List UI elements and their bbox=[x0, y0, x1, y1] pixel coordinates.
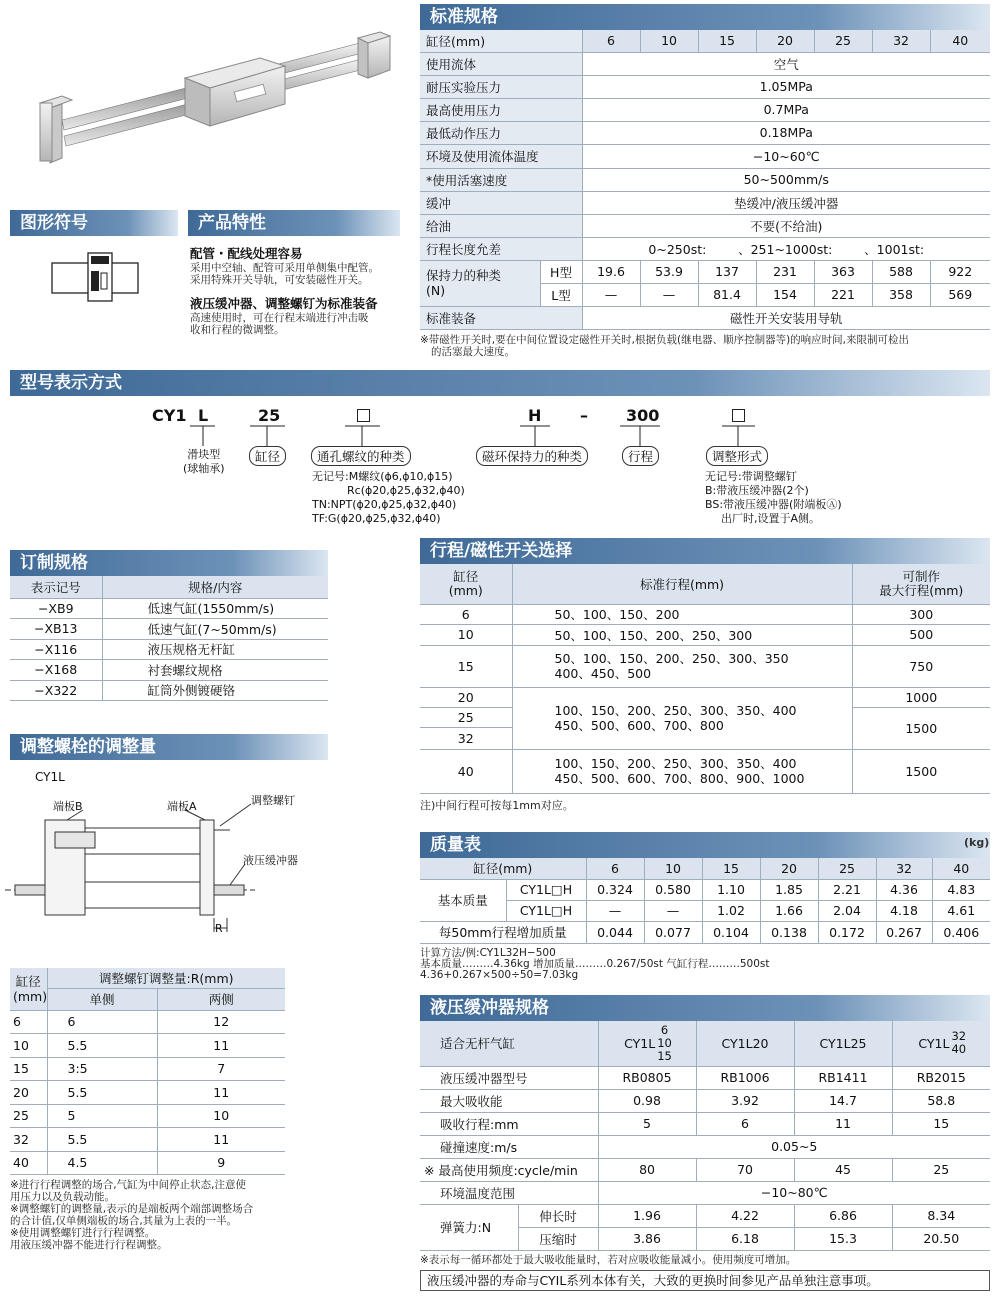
diagram-shock-absorber: 液压缓冲器 bbox=[243, 854, 298, 867]
mass-bore: 15 bbox=[702, 858, 760, 879]
stroke-max: 750 bbox=[852, 645, 990, 687]
label-port: 通孔螺纹的种类 bbox=[311, 446, 411, 466]
mass-add-label: 每50mm行程增加质量 bbox=[420, 921, 586, 943]
diagram-end-a: 端板A bbox=[167, 800, 197, 813]
adjust-bore: 25 bbox=[10, 1104, 47, 1128]
absorber-speed-label: 碰撞速度:m/s bbox=[420, 1135, 598, 1158]
absorber-value: RB1411 bbox=[794, 1066, 892, 1089]
stroke-bore: 6 bbox=[420, 604, 512, 624]
spec-label: 耐压实验压力 bbox=[420, 75, 582, 98]
absorber-freq: 80 bbox=[598, 1158, 696, 1181]
std-spec-header: 标准规格 bbox=[420, 4, 990, 30]
code-series: CY1 bbox=[152, 406, 187, 425]
feature-text: 采用特殊开关导轨，可安装磁性开关。 bbox=[190, 274, 369, 286]
custom-desc: 缸筒外侧镀硬铬 bbox=[102, 680, 328, 701]
absorber-value: RB2015 bbox=[892, 1066, 990, 1089]
diagram-adjust-screw: 调整螺钉 bbox=[251, 794, 295, 807]
absorber-value: 58.8 bbox=[892, 1089, 990, 1112]
mass-add-value: 0.172 bbox=[818, 921, 876, 943]
adjust-col-single: 单侧 bbox=[47, 988, 157, 1010]
custom-code: −X322 bbox=[10, 680, 102, 701]
port-options: 无记号:M螺纹(ϕ6,ϕ10,ϕ15) Rc(ϕ20,ϕ25,ϕ32,ϕ40) TN:NPT(ϕ20,ϕ25,ϕ32,ϕ40) TF:G(ϕ20,ϕ25,ϕ32,ϕ40) bbox=[312, 470, 465, 525]
mass-model: CY1L□H bbox=[506, 879, 586, 900]
absorber-fit-label: 适合无杆气缸 bbox=[420, 1021, 598, 1066]
mass-add-value: 0.267 bbox=[876, 921, 932, 943]
absorber-freq-label: ※ 最高使用频度:cycle/min bbox=[420, 1158, 598, 1181]
hold-type-l: L型 bbox=[540, 283, 582, 306]
stroke-max: 1500 bbox=[852, 707, 990, 749]
adjust-col-both: 两侧 bbox=[157, 988, 285, 1010]
feature-title: 液压缓冲器、调整螺钉为标准装备 bbox=[190, 296, 378, 311]
stroke-std: 50、100、150、200、250、300 bbox=[512, 624, 852, 645]
hold-value: 588 bbox=[872, 260, 930, 283]
mass-add-value: 0.406 bbox=[932, 921, 990, 943]
spec-value: 0~250st: 、251~1000st: 、1001st: bbox=[582, 237, 990, 260]
code-magnet: H bbox=[528, 406, 542, 425]
spec-value: 50~500mm/s bbox=[582, 168, 990, 191]
custom-desc: 低速气缸(1550mm/s) bbox=[102, 598, 328, 619]
stroke-col-max: 可制作 最大行程(mm) bbox=[852, 564, 990, 604]
adjust-both: 11 bbox=[157, 1128, 285, 1152]
adjust-both: 12 bbox=[157, 1010, 285, 1034]
absorber-footer: 液压缓冲器的寿命与CYIL系列本体有关，大致的更换时间参见产品单独注意事项。 bbox=[420, 1270, 990, 1291]
absorber-model-small: CY1L 6 10 15 bbox=[598, 1021, 696, 1066]
std-spec-note: ※带磁性开关时,要在中间位置设定磁性开关时,根据负载(继电器、顺序控制器等)的响应时间,来限制可检出 的活塞最大速度。 bbox=[420, 333, 910, 358]
mass-add-value: 0.138 bbox=[760, 921, 818, 943]
mass-value: 1.66 bbox=[760, 900, 818, 921]
adjust-both: 11 bbox=[157, 1034, 285, 1058]
mass-value: 4.83 bbox=[932, 879, 990, 900]
stroke-bore: 32 bbox=[420, 727, 512, 749]
bore-40: 40 bbox=[930, 30, 990, 52]
mass-value: 1.10 bbox=[702, 879, 760, 900]
stroke-bore: 40 bbox=[420, 749, 512, 793]
diagram-end-b: 端板B bbox=[53, 800, 83, 813]
bore-label: 缸径(mm) bbox=[420, 30, 582, 52]
absorber-temp: −10~80℃ bbox=[598, 1181, 990, 1204]
spec-value: 0.7MPa bbox=[582, 98, 990, 121]
mass-model: CY1L□H bbox=[506, 900, 586, 921]
hold-value: 231 bbox=[756, 260, 814, 283]
absorber-header: 液压缓冲器规格 bbox=[420, 995, 990, 1021]
model-code bbox=[0, 398, 1000, 533]
std-spec-table bbox=[420, 30, 990, 358]
bore-25: 25 bbox=[814, 30, 872, 52]
product-image bbox=[20, 8, 400, 178]
adjust-diagram bbox=[5, 790, 325, 940]
absorber-compress: 3.86 bbox=[598, 1227, 696, 1250]
custom-code: −X116 bbox=[10, 639, 102, 660]
hold-value: 19.6 bbox=[582, 260, 640, 283]
absorber-freq: 45 bbox=[794, 1158, 892, 1181]
pneumatic-symbol bbox=[50, 245, 140, 305]
hold-value: — bbox=[640, 283, 698, 306]
adjust-bore: 20 bbox=[10, 1081, 47, 1105]
stroke-std: 100、150、200、250、300、350、400 450、500、600、700、800 bbox=[512, 687, 852, 749]
spec-label: 给油 bbox=[420, 214, 582, 237]
adjust-notes: ※进行行程调整的场合,气缸为中间停止状态,注意使 用压力以及负载动能。 ※调整螺钉的调整量,表示的是端板两个端部调整场合 的合计值,仅单侧端板的场合,其量为上表的一半。 ※使用调整螺钉进行行程调整。 用液压缓冲器不能进行行程调整。 bbox=[10, 1179, 254, 1251]
stroke-max: 300 bbox=[852, 604, 990, 624]
feature-text: 高速使用时，可在行程末端进行冲击吸 bbox=[190, 312, 369, 324]
label-adjust: 调整形式 bbox=[706, 446, 768, 466]
stroke-max: 500 bbox=[852, 624, 990, 645]
stroke-col-bore: 缸径 (mm) bbox=[420, 564, 512, 604]
hold-value: 358 bbox=[872, 283, 930, 306]
mass-bore: 10 bbox=[644, 858, 702, 879]
absorber-extend: 6.86 bbox=[794, 1204, 892, 1227]
mass-calc: 计算方法/例:CY1L32H−500 基本质量………4.36kg 增加质量………0.267/50st 气缸行程………500st 4.36+0.267×500÷50=7.03kg bbox=[420, 946, 770, 981]
spec-label: *使用活塞速度 bbox=[420, 168, 582, 191]
spec-label: 缓冲 bbox=[420, 191, 582, 214]
bore-10: 10 bbox=[640, 30, 698, 52]
spec-label: 最低动作压力 bbox=[420, 121, 582, 144]
absorber-model: CY1L25 bbox=[794, 1021, 892, 1066]
adjust-single: 3:5 bbox=[47, 1057, 157, 1081]
absorber-value: RB0805 bbox=[598, 1066, 696, 1089]
stroke-col-std: 标准行程(mm) bbox=[512, 564, 852, 604]
stroke-std: 100、150、200、250、300、350、400 450、500、600、700、800、900、1000 bbox=[512, 749, 852, 793]
absorber-value: 0.98 bbox=[598, 1089, 696, 1112]
spec-value: 不要(不给油) bbox=[582, 214, 990, 237]
mass-bore: 6 bbox=[586, 858, 644, 879]
adjust-bore: 6 bbox=[10, 1010, 47, 1034]
custom-code: −XB13 bbox=[10, 619, 102, 640]
absorber-compress: 15.3 bbox=[794, 1227, 892, 1250]
adjust-single: 5.5 bbox=[47, 1128, 157, 1152]
custom-col-code: 表示记号 bbox=[10, 576, 102, 598]
hold-value: 81.4 bbox=[698, 283, 756, 306]
adjust-col-bore: 缸径 (mm) bbox=[10, 968, 47, 1010]
adjust-bore: 10 bbox=[10, 1034, 47, 1058]
mass-header: 质量表 bbox=[420, 832, 990, 858]
std-equip-label: 标准装备 bbox=[420, 306, 582, 329]
mass-bore: 20 bbox=[760, 858, 818, 879]
custom-col-content: 规格/内容 bbox=[102, 576, 328, 598]
stroke-header: 行程/磁性开关选择 bbox=[420, 538, 990, 564]
adjust-bore: 32 bbox=[10, 1128, 47, 1152]
absorber-value: 5 bbox=[598, 1112, 696, 1135]
spec-label: 环境及使用流体温度 bbox=[420, 144, 582, 168]
absorber-model-large: CY1L 32 40 bbox=[892, 1021, 990, 1066]
custom-desc: 低速气缸(7~50mm/s) bbox=[102, 619, 328, 640]
mass-value: 1.02 bbox=[702, 900, 760, 921]
spec-label: 行程长度允差 bbox=[420, 237, 582, 260]
mass-bore: 40 bbox=[932, 858, 990, 879]
mass-add-value: 0.044 bbox=[586, 921, 644, 943]
feature-text: 采用中空轴、配管可采用单侧集中配管。 bbox=[190, 262, 379, 274]
stroke-std: 50、100、150、200 bbox=[512, 604, 852, 624]
spec-value: 0.18MPa bbox=[582, 121, 990, 144]
mass-value: 2.04 bbox=[818, 900, 876, 921]
absorber-row-label: 吸收行程:mm bbox=[420, 1112, 598, 1135]
custom-code: −X168 bbox=[10, 660, 102, 681]
hold-value: 137 bbox=[698, 260, 756, 283]
custom-table bbox=[10, 576, 328, 701]
absorber-value: 6 bbox=[696, 1112, 794, 1135]
label-stroke: 行程 bbox=[622, 446, 659, 466]
adjust-both: 7 bbox=[157, 1057, 285, 1081]
absorber-compress: 20.50 bbox=[892, 1227, 990, 1250]
custom-code: −XB9 bbox=[10, 598, 102, 619]
absorber-compress: 6.18 bbox=[696, 1227, 794, 1250]
absorber-compress-label: 压缩时 bbox=[518, 1227, 598, 1250]
bore-6: 6 bbox=[582, 30, 640, 52]
spec-label: 最高使用压力 bbox=[420, 98, 582, 121]
hold-label: 保持力的种类 (N) bbox=[420, 260, 540, 306]
hold-value: 569 bbox=[930, 283, 990, 306]
hold-value: 363 bbox=[814, 260, 872, 283]
absorber-row-label: 液压缓冲器型号 bbox=[420, 1066, 598, 1089]
custom-desc: 液压规格无杆缸 bbox=[102, 639, 328, 660]
absorber-value: 15 bbox=[892, 1112, 990, 1135]
stroke-std: 50、100、150、200、250、300、350 400、450、500 bbox=[512, 645, 852, 687]
adjust-model: CY1L bbox=[35, 770, 65, 784]
absorber-extend: 8.34 bbox=[892, 1204, 990, 1227]
features-header: 产品特性 bbox=[188, 210, 400, 236]
adjust-table bbox=[10, 968, 285, 1251]
symbol-header: 图形符号 bbox=[10, 210, 178, 236]
adjust-options: 无记号:带调整螺钉 B:带液压缓冲器(2个) BS:带液压缓冲器(附端板Ⓐ) 出厂时,设置于A侧。 bbox=[705, 470, 842, 525]
absorber-value: 11 bbox=[794, 1112, 892, 1135]
code-type: L bbox=[198, 406, 209, 425]
mass-value: 4.61 bbox=[932, 900, 990, 921]
hold-value: — bbox=[582, 283, 640, 306]
mass-table bbox=[420, 858, 990, 981]
stroke-bore: 20 bbox=[420, 687, 512, 707]
bore-15: 15 bbox=[698, 30, 756, 52]
absorber-value: 3.92 bbox=[696, 1089, 794, 1112]
absorber-note: ※表示每一循环都处于最大吸收能量时，若对应吸收能量减小。使用频度可增加。 bbox=[420, 1253, 797, 1266]
adjust-single: 6 bbox=[47, 1010, 157, 1034]
spec-value: 垫缓冲/液压缓冲器 bbox=[582, 191, 990, 214]
spec-value: 空气 bbox=[582, 52, 990, 75]
label-bore: 缸径 bbox=[249, 446, 286, 466]
stroke-note: 注)中间行程可按每1mm对应。 bbox=[420, 798, 574, 812]
absorber-extend: 1.96 bbox=[598, 1204, 696, 1227]
stroke-bore: 15 bbox=[420, 645, 512, 687]
mass-bore: 25 bbox=[818, 858, 876, 879]
hold-value: 53.9 bbox=[640, 260, 698, 283]
label-magnet: 磁环保持力的种类 bbox=[476, 446, 588, 466]
adjust-both: 9 bbox=[157, 1151, 285, 1175]
absorber-freq: 25 bbox=[892, 1158, 990, 1181]
spec-value: −10~60℃ bbox=[582, 144, 990, 168]
adjust-both: 10 bbox=[157, 1104, 285, 1128]
mass-base-label: 基本质量 bbox=[420, 879, 506, 921]
mass-value: 0.324 bbox=[586, 879, 644, 900]
bore-20: 20 bbox=[756, 30, 814, 52]
stroke-bore: 25 bbox=[420, 707, 512, 727]
absorber-freq: 70 bbox=[696, 1158, 794, 1181]
adjust-single: 5.5 bbox=[47, 1081, 157, 1105]
absorber-speed: 0.05~5 bbox=[598, 1135, 990, 1158]
std-equip-value: 磁性开关安装用导轨 bbox=[582, 306, 990, 329]
mass-bore: 32 bbox=[876, 858, 932, 879]
adjust-bore: 15 bbox=[10, 1057, 47, 1081]
custom-desc: 衬套螺纹规格 bbox=[102, 660, 328, 681]
code-dash: – bbox=[580, 406, 588, 425]
absorber-spring-label: 弹簧力:N bbox=[420, 1204, 518, 1250]
hold-value: 154 bbox=[756, 283, 814, 306]
absorber-row-label: 最大吸收能 bbox=[420, 1089, 598, 1112]
absorber-value: 14.7 bbox=[794, 1089, 892, 1112]
stroke-max: 1500 bbox=[852, 749, 990, 793]
diagram-r-label: R bbox=[215, 922, 223, 935]
mass-bore-label: 缸径(mm) bbox=[420, 858, 586, 879]
absorber-extend-label: 伸长时 bbox=[518, 1204, 598, 1227]
mass-value: 2.21 bbox=[818, 879, 876, 900]
absorber-extend: 4.22 bbox=[696, 1204, 794, 1227]
code-bore: 25 bbox=[258, 406, 281, 425]
features-list bbox=[190, 246, 405, 336]
mass-add-value: 0.104 bbox=[702, 921, 760, 943]
feature-text: 收和行程的微调整。 bbox=[190, 324, 285, 336]
model-header: 型号表示方式 bbox=[10, 370, 990, 396]
adjust-col-main: 调整螺钉调整量:R(mm) bbox=[47, 968, 285, 988]
label-slide: 滑块型 (球轴承) bbox=[183, 448, 225, 475]
mass-value: 0.580 bbox=[644, 879, 702, 900]
spec-value: 1.05MPa bbox=[582, 75, 990, 98]
hold-value: 221 bbox=[814, 283, 872, 306]
mass-add-value: 0.077 bbox=[644, 921, 702, 943]
spec-label: 使用流体 bbox=[420, 52, 582, 75]
adjust-single: 5.5 bbox=[47, 1034, 157, 1058]
absorber-temp-label: 环境温度范围 bbox=[420, 1181, 598, 1204]
adjust-header: 调整螺栓的调整量 bbox=[10, 734, 328, 760]
mass-value: 1.85 bbox=[760, 879, 818, 900]
stroke-table bbox=[420, 564, 990, 812]
adjust-single: 4.5 bbox=[47, 1151, 157, 1175]
adjust-single: 5 bbox=[47, 1104, 157, 1128]
hold-type-h: H型 bbox=[540, 260, 582, 283]
absorber-model: CY1L20 bbox=[696, 1021, 794, 1066]
stroke-max: 1000 bbox=[852, 687, 990, 707]
mass-value: 4.18 bbox=[876, 900, 932, 921]
adjust-both: 11 bbox=[157, 1081, 285, 1105]
adjust-bore: 40 bbox=[10, 1151, 47, 1175]
feature-title: 配管・配线处理容易 bbox=[190, 246, 303, 261]
mass-value: 4.36 bbox=[876, 879, 932, 900]
mass-unit: (kg) bbox=[964, 836, 990, 849]
absorber-value: RB1006 bbox=[696, 1066, 794, 1089]
hold-value: 922 bbox=[930, 260, 990, 283]
custom-header: 订制规格 bbox=[10, 550, 328, 576]
mass-value: — bbox=[586, 900, 644, 921]
stroke-bore: 10 bbox=[420, 624, 512, 645]
bore-32: 32 bbox=[872, 30, 930, 52]
code-stroke: 300 bbox=[626, 406, 660, 425]
absorber-table bbox=[420, 1021, 990, 1291]
mass-value: — bbox=[644, 900, 702, 921]
